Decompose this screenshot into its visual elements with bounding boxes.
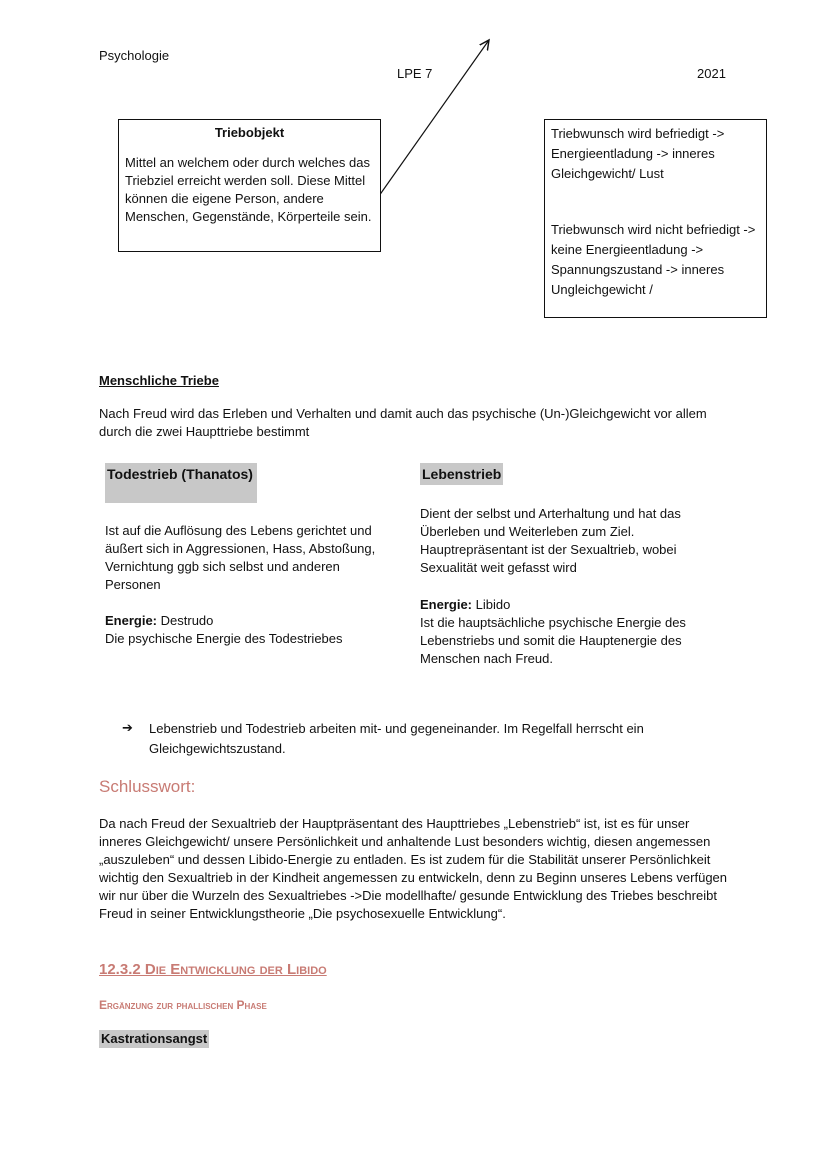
header-year: 2021	[697, 66, 726, 81]
lebenstrieb-energy-desc: Ist die hauptsächliche psychische Energie des Lebenstriebs und somit die Hauptenergie des Menschen nach Freud.	[420, 615, 686, 666]
header-unit: LPE 7	[397, 66, 433, 81]
libido-section-subheading: Ergänzung zur phallischen Phase	[99, 998, 267, 1012]
todestrieb-energy	[105, 612, 213, 630]
todestrieb-energy-value: Destrudo	[160, 613, 214, 628]
triebobjekt-text: Mittel an welchem oder durch welches das Triebziel erreicht werden soll. Diese Mittel können die eigene Person, andere Menschen, Gegenstände, Körperteile sein.	[125, 155, 372, 224]
triebobjekt-title: Triebobjekt	[214, 125, 285, 140]
todestrieb-heading: Todestrieb (Thanatos)	[105, 463, 257, 503]
conclusion-bullet-text: Lebenstrieb und Todestrieb arbeiten mit- und gegeneinander. Im Regelfall herrscht ein Gleichgewichtszustand.	[149, 721, 644, 756]
kastrationsangst-term: Kastrationsangst	[101, 1031, 208, 1046]
lebenstrieb-energy-label: Energie:	[420, 597, 473, 612]
todestrieb-energy-desc: Die psychische Energie des Todestriebes	[105, 631, 343, 646]
section-heading-triebe: Menschliche Triebe	[99, 373, 219, 388]
schlusswort-text: Da nach Freud der Sexualtrieb der Hauptpräsentant des Haupttriebes „Lebenstrieb“ ist, ist es für unser inneres Gleichgewicht/ unsere Persönlichkeit und anhaltende Lust besonders wichtig, diesen angemessen „auszuleben“ und dessen Libido-Energie zu entladen. Es ist zudem für die Stabilität unserer Persönlichkeit wichtig den Sexualtrieb in der Kindheit angemessen zu entwickeln, denn zu Beginn unseres Lebens verfügen wir nur über die Wurzeln des Sexualtriebes ->Die modellhafte/ gesunde Entwicklung des Triebes beschreibt Freud in seiner Entwicklungstheorie „Die psychosexuelle Entwicklung“.	[99, 816, 728, 921]
section-intro-triebe: Nach Freud wird das Erleben und Verhalten und damit auch das psychische (Un-)Gleichgewicht vor allem durch die zwei Haupttriebe bestimmt	[99, 406, 707, 439]
header-subject: Psychologie	[99, 48, 170, 63]
todestrieb-description: Ist auf die Auflösung des Lebens gerichtet und äußert sich in Aggressionen, Hass, Abstoßung, Vernichtung ggb sich selbst und anderen Personen	[105, 523, 376, 592]
arrow-bullet-icon: ➔	[122, 720, 133, 735]
todestrieb-energy-label: Energie:	[105, 613, 158, 628]
lebenstrieb-description: Dient der selbst und Arterhaltung und hat das Überleben und Weiterleben zum Ziel. Hauptrepräsentant ist der Sexualtrieb, wobei Sexualität weit gefasst wird	[420, 506, 681, 575]
triebwunsch-box	[544, 119, 767, 318]
triebwunsch-unsatisfied: Triebwunsch wird nicht befriedigt -> keine Energieentladung -> Spannungszustand -> inneres Ungleichgewicht /	[551, 222, 756, 297]
lebenstrieb-energy-value: Libido	[475, 597, 511, 612]
schlusswort-heading: Schlusswort:	[99, 777, 196, 796]
triebobjekt-box	[118, 119, 381, 252]
lebenstrieb-energy	[420, 596, 510, 614]
libido-section-heading: 12.3.2 Die Entwicklung der Libido	[99, 961, 327, 978]
lebenstrieb-heading: Lebenstrieb	[420, 463, 503, 485]
triebwunsch-satisfied: Triebwunsch wird befriedigt -> Energieentladung -> inneres Gleichgewicht/ Lust	[551, 126, 725, 181]
